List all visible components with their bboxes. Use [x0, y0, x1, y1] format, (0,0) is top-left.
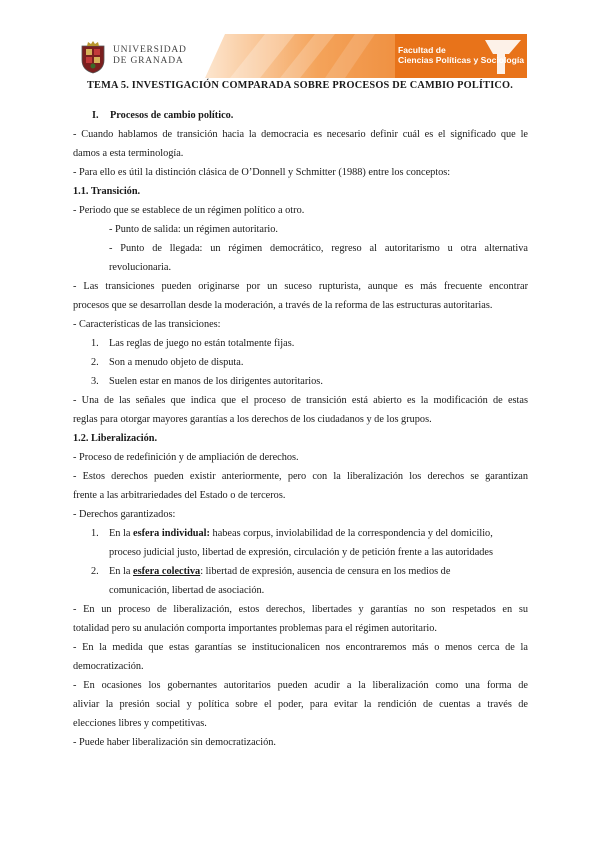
- emphasis-term: esfera colectiva: [133, 566, 201, 577]
- paragraph: - Para ello es útil la distinción clásica de O’Donnell y Schmitter (1988) entre los conceptos:: [73, 167, 451, 178]
- paragraph: - Derechos garantizados:: [73, 509, 176, 520]
- list-number: 1.: [91, 528, 99, 539]
- paragraph: elecciones libres y competitivas.: [73, 718, 207, 729]
- paragraph: - Punto de llegada: un régimen democrático, regreso al autoritarismo u otra alternativa: [109, 243, 528, 254]
- list-number: 2.: [91, 566, 99, 577]
- subsection-heading: 1.2. Liberalización.: [73, 433, 158, 444]
- list-item: Son a menudo objeto de disputa.: [109, 357, 244, 368]
- subsection-heading: 1.1. Transición.: [73, 186, 141, 197]
- paragraph: - Estos derechos pueden existir anteriormente, pero con la liberalización los derechos se garantizan: [73, 471, 528, 482]
- paragraph: - En un proceso de liberalización, estos derechos, libertades y garantías no son respetados en su: [73, 604, 528, 615]
- university-name: UNIVERSIDAD DE GRANADA: [113, 45, 187, 66]
- emphasis-term: esfera individual:: [133, 528, 210, 539]
- paragraph: reglas para otorgar mayores garantías a los derechos de los ciudadanos y de los grupos.: [73, 414, 432, 425]
- section-heading: Procesos de cambio político.: [110, 110, 234, 121]
- list-item: En la esfera colectiva: libertad de expresión, ausencia de censura en los medios de: [109, 566, 451, 577]
- paragraph: - Periodo que se establece de un régimen político a otro.: [73, 205, 305, 216]
- paragraph: - Características de las transiciones:: [73, 319, 221, 330]
- list-number: 1.: [91, 338, 99, 349]
- paragraph: totalidad pero su anulación comporta importantes problemas para el régimen autoritario.: [73, 623, 437, 634]
- list-item: Suelen estar en manos de los dirigentes autoritarios.: [109, 376, 323, 387]
- list-number: 3.: [91, 376, 99, 387]
- paragraph: procesos que se desarrollan desde la moderación, a través de la reforma de las estructuras autoritarias.: [73, 300, 493, 311]
- paragraph: - Una de las señales que indica que el proceso de transición está abierto es la modificación de estas: [73, 395, 528, 406]
- list-item-continuation: comunicación, libertad de asociación.: [109, 585, 265, 596]
- list-number: 2.: [91, 357, 99, 368]
- paragraph: revolucionaria.: [109, 262, 172, 273]
- document-title: TEMA 5. INVESTIGACIÓN COMPARADA SOBRE PROCESOS DE CAMBIO POLÍTICO.: [86, 80, 514, 91]
- paragraph: - En ocasiones los gobernantes autoritarios pueden acudir a la liberalización como una forma de: [73, 680, 528, 691]
- university-crest-icon: [78, 40, 108, 74]
- paragraph: aliviar la presión social y política sobre el poder, para evitar la rendición de cuentas a través de: [73, 699, 528, 710]
- list-item-continuation: proceso judicial justo, libertad de expresión, circulación y de petición frente a las autoridades: [109, 547, 493, 558]
- paragraph: - Cuando hablamos de transición hacia la democracia es necesario definir cuál es el significado que le: [73, 129, 528, 140]
- paragraph: - Proceso de redefinición y de ampliación de derechos.: [73, 452, 299, 463]
- paragraph: - En la medida que estas garantías se institucionalicen nos encontraremos más o menos cerca de la: [73, 642, 528, 653]
- paragraph: frente a las arbitrariedades del Estado o de terceros.: [73, 490, 286, 501]
- list-item: En la esfera individual: habeas corpus, inviolabilidad de la correspondencia y del domicilio,: [109, 528, 493, 539]
- section-number: I.: [92, 110, 99, 121]
- page-header: [0, 0, 600, 80]
- faculty-name: Facultad de Ciencias Políticas y Sociología: [398, 45, 525, 65]
- paragraph: democratización.: [73, 661, 144, 672]
- paragraph: damos a esta terminología.: [73, 148, 184, 159]
- list-item: Las reglas de juego no están totalmente fijas.: [109, 338, 295, 349]
- paragraph: - Las transiciones pueden originarse por un suceso rupturista, aunque es más frecuente encontrar: [73, 281, 528, 292]
- paragraph: - Puede haber liberalización sin democratización.: [73, 737, 276, 748]
- paragraph: - Punto de salida: un régimen autoritario.: [109, 224, 278, 235]
